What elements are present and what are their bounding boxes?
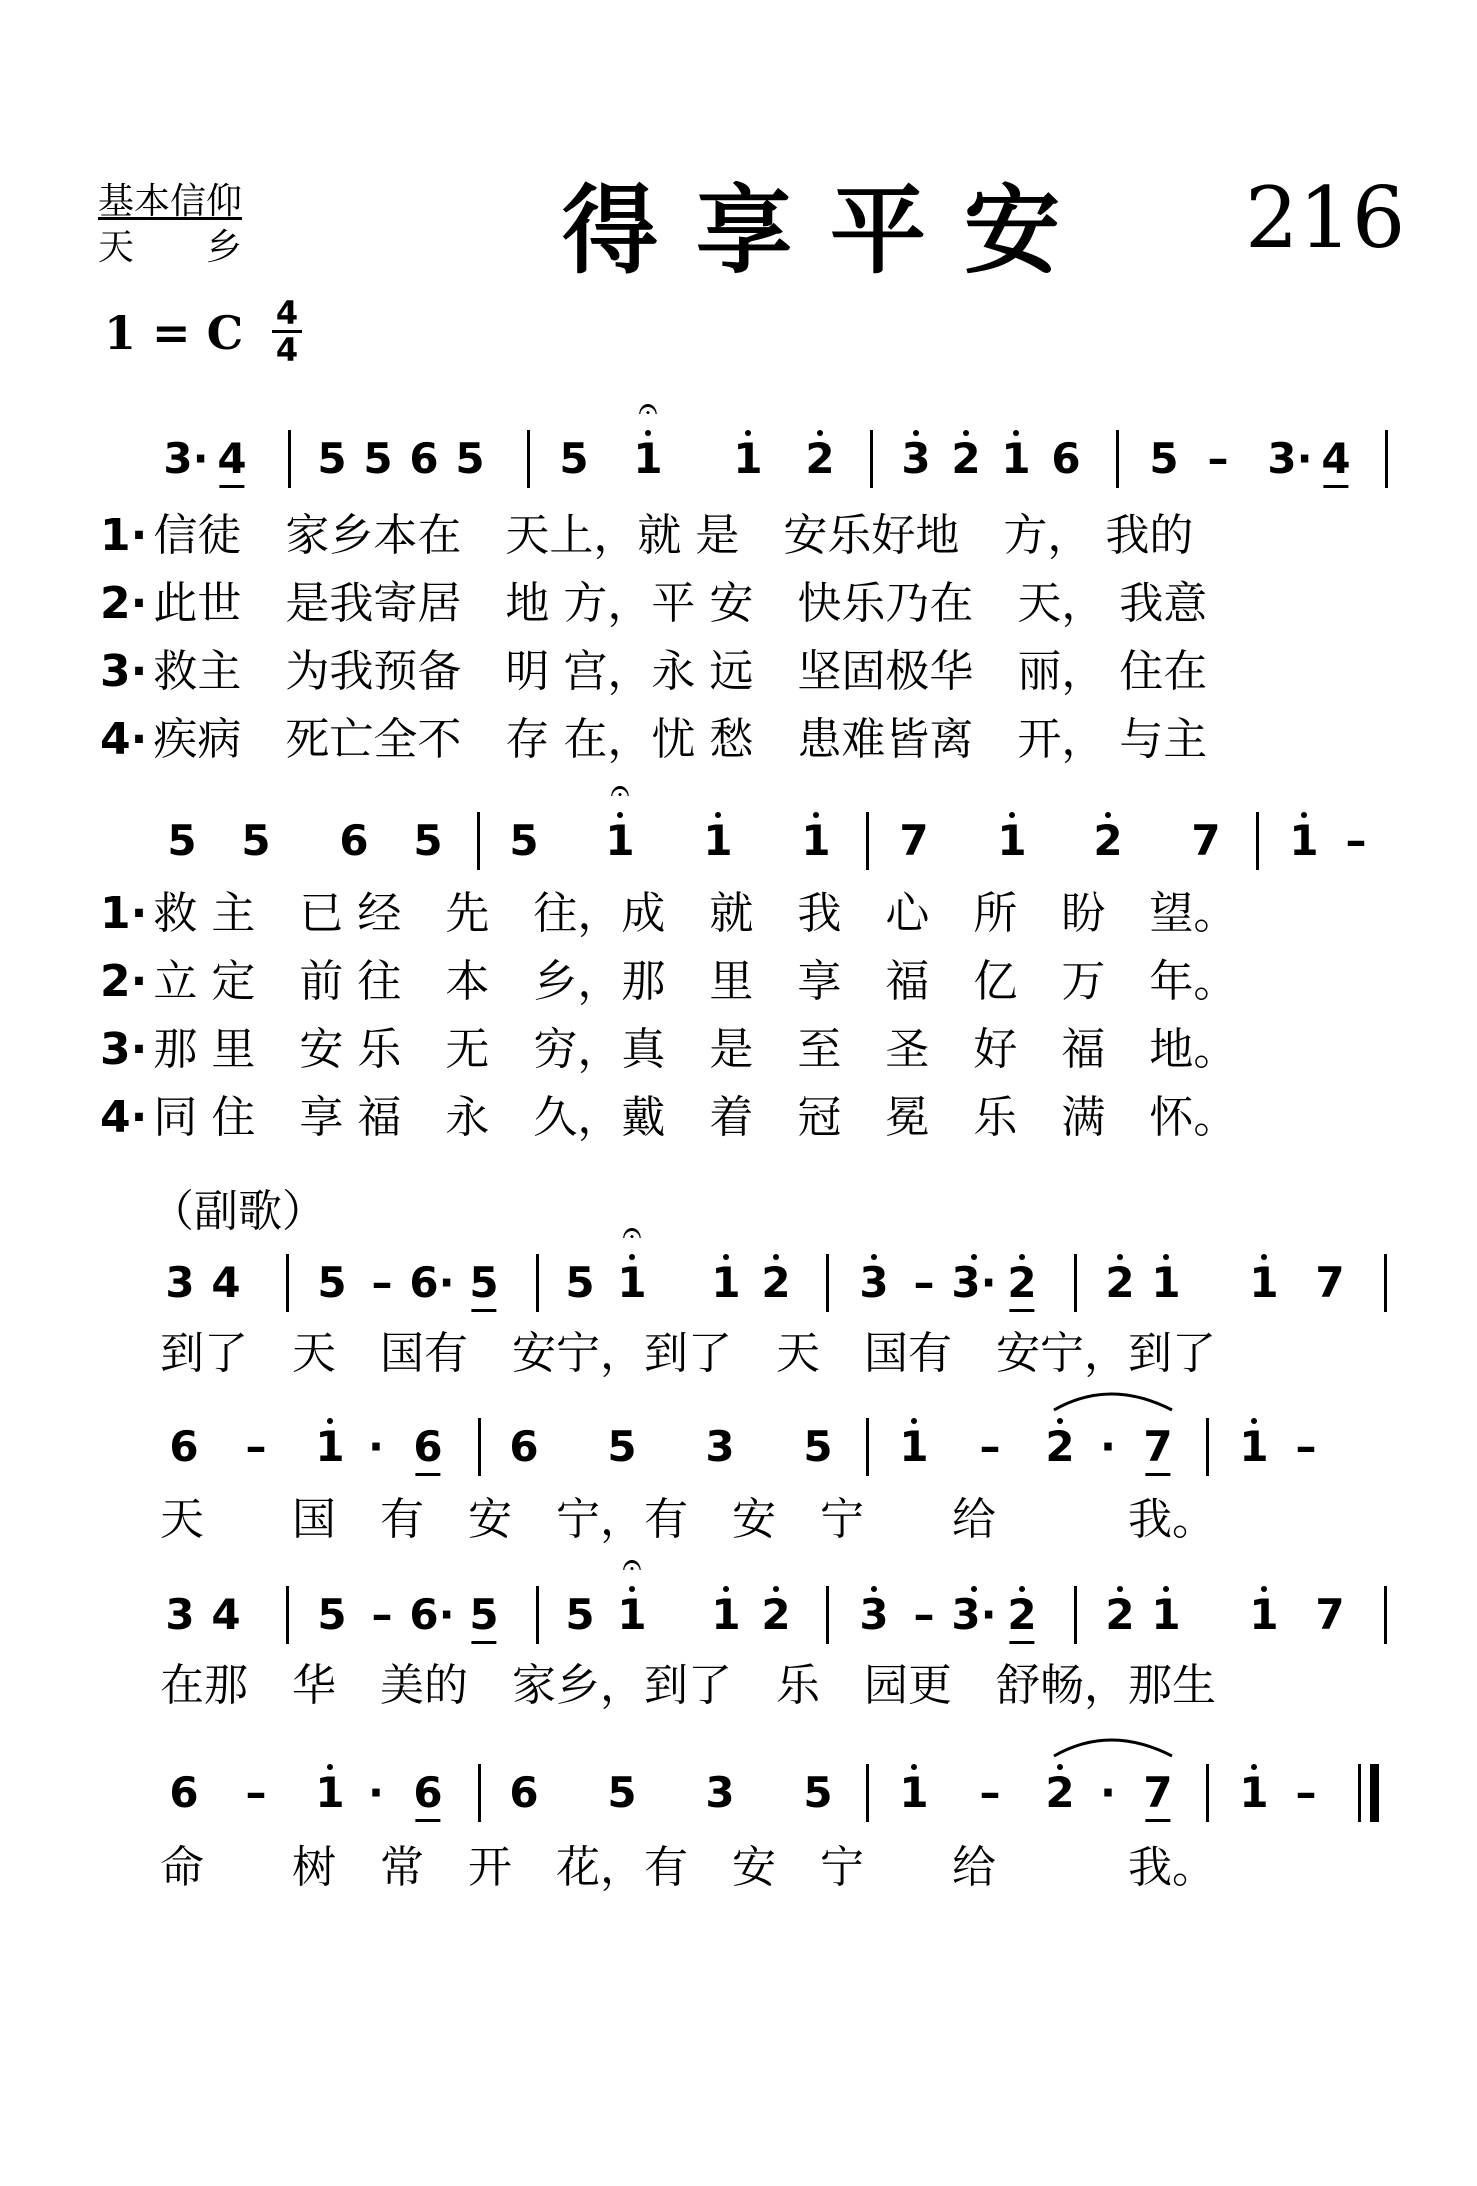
hymn-title: 得享平安 <box>562 174 1098 287</box>
verse-number: 3· <box>100 1024 148 1075</box>
note: 6 <box>413 1412 442 1482</box>
dash: – <box>371 1590 393 1639</box>
note: 3 <box>705 1768 735 1817</box>
verse-text: 立 定 前 往 本 乡，那 里 享 福 亿 万 年。 <box>153 956 1238 1007</box>
dot: · <box>1100 1422 1116 1471</box>
note: 6· <box>409 1258 455 1307</box>
note: 1 <box>315 1768 345 1817</box>
note: 2 <box>1045 1768 1075 1817</box>
dot: · <box>368 1768 384 1817</box>
note: 3 <box>901 434 931 483</box>
barline <box>866 812 869 870</box>
chorus-lyric-line <box>160 1324 1216 1384</box>
barline <box>866 1764 869 1822</box>
verse-line <box>100 574 1207 634</box>
chorus-notation-line-3 <box>0 1545 1477 1650</box>
dash: – <box>979 1768 1001 1817</box>
verse-number: 2· <box>100 956 148 1007</box>
verse-line <box>100 1088 1237 1148</box>
note: 6 <box>509 1768 539 1817</box>
note: 1 <box>1249 1258 1279 1307</box>
note: 2 <box>1007 1248 1036 1318</box>
note: 3· <box>1267 434 1313 483</box>
barline <box>286 1586 289 1644</box>
barline <box>1385 430 1388 488</box>
note: 3 <box>165 1258 195 1307</box>
note: 3· <box>951 1590 997 1639</box>
note: 6 <box>409 434 439 483</box>
note: 7 <box>1143 1758 1172 1828</box>
barline <box>536 1586 539 1644</box>
fermata-icon: 𝄐 <box>638 389 658 429</box>
dot: · <box>1100 1768 1116 1817</box>
barline <box>870 430 873 488</box>
barline <box>826 1254 829 1312</box>
verse-line <box>100 884 1237 944</box>
note: 1 <box>633 434 663 483</box>
note: 6 <box>169 1422 199 1471</box>
barline <box>478 1418 481 1476</box>
note: 1 <box>801 816 831 865</box>
note: 7 <box>1315 1590 1345 1639</box>
dash: – <box>1295 1422 1317 1471</box>
dash: – <box>245 1768 267 1817</box>
verse-text: 救主 为我预备 明 宫，永 远 坚固极华 丽， 住在 <box>153 646 1208 697</box>
note: 1 <box>1151 1590 1181 1639</box>
note: 1 <box>899 1768 929 1817</box>
note: 1 <box>1151 1258 1181 1307</box>
barline <box>478 1764 481 1822</box>
note: 2 <box>1105 1590 1135 1639</box>
note: 7 <box>1143 1412 1172 1482</box>
note: 1 <box>997 816 1027 865</box>
note: 6 <box>1051 434 1081 483</box>
chorus-lyric-line <box>160 1656 1216 1716</box>
fermata-icon: 𝄐 <box>622 1213 642 1253</box>
barline <box>1256 812 1259 870</box>
note: 5 <box>317 1258 347 1307</box>
note: 5 <box>167 816 197 865</box>
verse-line <box>100 1020 1237 1080</box>
note: 5 <box>455 434 485 483</box>
subcategory-label: 天 乡 <box>98 227 243 268</box>
note: 1 <box>733 434 763 483</box>
barline <box>288 430 291 488</box>
slur <box>1050 1730 1180 1760</box>
barline <box>1206 1764 1209 1822</box>
barline <box>1206 1418 1209 1476</box>
note: 2 <box>761 1590 791 1639</box>
final-barline-thin <box>1358 1764 1361 1822</box>
dot: · <box>368 1422 384 1471</box>
hymn-number: 216 <box>1245 169 1406 267</box>
note: 1 <box>315 1422 345 1471</box>
note: 5 <box>317 434 347 483</box>
note: 2 <box>761 1258 791 1307</box>
note: 1 <box>711 1590 741 1639</box>
time-signature <box>272 296 302 367</box>
dash: – <box>913 1258 935 1307</box>
note: 5 <box>803 1422 833 1471</box>
barline <box>477 812 480 870</box>
barline <box>536 1254 539 1312</box>
barline <box>1116 430 1119 488</box>
note: 2 <box>951 434 981 483</box>
chorus-lyric-line <box>160 1490 1216 1550</box>
chorus-lyric-line <box>160 1838 1216 1898</box>
note: 4 <box>1321 424 1350 494</box>
barline <box>866 1418 869 1476</box>
note: 3· <box>163 434 209 483</box>
note: 1 <box>1239 1422 1269 1471</box>
verse-text: 那 里 安 乐 无 穷，真 是 至 圣 好 福 地。 <box>153 1024 1238 1075</box>
time-signature-bottom: 4 <box>272 330 302 367</box>
verse-text: 信徒 家乡本在 天上，就 是 安乐好地 方， 我的 <box>153 510 1194 561</box>
chorus-notation-line-2 <box>0 1412 1477 1482</box>
dash: – <box>913 1590 935 1639</box>
note: 6 <box>509 1422 539 1471</box>
note: 1 <box>711 1258 741 1307</box>
note: 6 <box>169 1768 199 1817</box>
note: 3 <box>859 1590 889 1639</box>
note: 4 <box>211 1590 241 1639</box>
chorus-notation-line-1 <box>0 1213 1477 1318</box>
note: 3 <box>165 1590 195 1639</box>
barline <box>286 1254 289 1312</box>
note: 6 <box>339 816 369 865</box>
chorus-label: （副歌） <box>150 1186 326 1237</box>
note: 1 <box>1289 816 1319 865</box>
note: 1 <box>617 1258 647 1307</box>
note: 6 <box>413 1758 442 1828</box>
note: 5 <box>565 1258 595 1307</box>
note: 2 <box>805 434 835 483</box>
note: 5 <box>363 434 393 483</box>
note: 5 <box>317 1590 347 1639</box>
note: 1 <box>1239 1768 1269 1817</box>
note: 5 <box>469 1248 498 1318</box>
barline <box>826 1586 829 1644</box>
chorus-lyric-text: 天 国 有 安 宁，有 安 宁 给 我。 <box>160 1494 1216 1545</box>
dash: – <box>979 1422 1001 1471</box>
note: 2 <box>1045 1422 1075 1471</box>
verse-line <box>100 642 1207 702</box>
dash: – <box>1295 1768 1317 1817</box>
verse-number: 2· <box>100 578 148 629</box>
note: 6· <box>409 1590 455 1639</box>
verse-number: 4· <box>100 714 148 765</box>
verse-line <box>100 506 1193 566</box>
verse-line <box>100 710 1207 770</box>
note: 2 <box>1007 1580 1036 1650</box>
note: 7 <box>899 816 929 865</box>
dash: – <box>1345 816 1367 865</box>
dash: – <box>245 1422 267 1471</box>
slur <box>1050 1384 1180 1414</box>
note: 2 <box>1105 1258 1135 1307</box>
note: 5 <box>565 1590 595 1639</box>
note: 5 <box>607 1768 637 1817</box>
note: 5 <box>803 1768 833 1817</box>
note: 7 <box>1315 1258 1345 1307</box>
chorus-lyric-text: 到了 天 国有 安宁，到了 天 国有 安宁，到了 <box>160 1328 1216 1379</box>
dash: – <box>371 1258 393 1307</box>
verse-number: 1· <box>100 510 148 561</box>
verse-number: 1· <box>100 888 148 939</box>
note: 5 <box>607 1422 637 1471</box>
note: 5 <box>559 434 589 483</box>
note: 1 <box>617 1590 647 1639</box>
note: 1 <box>1001 434 1031 483</box>
note: 1 <box>899 1422 929 1471</box>
category-label: 基本信仰 <box>98 181 243 222</box>
note: 7 <box>1191 816 1221 865</box>
note: 1 <box>1249 1590 1279 1639</box>
verse-number: 3· <box>100 646 148 697</box>
note: 3· <box>951 1258 997 1307</box>
note: 1 <box>605 816 635 865</box>
notation-line-1 <box>0 389 1477 494</box>
verse-line <box>100 952 1237 1012</box>
time-signature-top: 4 <box>275 294 299 332</box>
note: 4 <box>217 424 246 494</box>
note: 4 <box>211 1258 241 1307</box>
fermata-icon: 𝄐 <box>622 1545 642 1585</box>
chorus-lyric-text: 命 树 常 开 花，有 安 宁 给 我。 <box>160 1842 1216 1893</box>
note: 2 <box>1093 816 1123 865</box>
key-signature: 1 = C <box>104 306 244 360</box>
barline <box>1384 1254 1387 1312</box>
note: 5 <box>241 816 271 865</box>
fermata-icon: 𝄐 <box>610 771 630 811</box>
barline <box>527 430 530 488</box>
note: 5 <box>469 1580 498 1650</box>
verse-text: 救 主 已 经 先 往，成 就 我 心 所 盼 望。 <box>153 888 1238 939</box>
notation-line-2 <box>0 771 1477 876</box>
final-barline-thick <box>1370 1764 1379 1822</box>
verse-number: 4· <box>100 1092 148 1143</box>
verse-text: 同 住 享 福 永 久，戴 着 冠 冕 乐 满 怀。 <box>153 1092 1238 1143</box>
barline <box>1074 1254 1077 1312</box>
dash: – <box>1207 434 1229 483</box>
verse-text: 疾病 死亡全不 存 在，忧 愁 患难皆离 开， 与主 <box>153 714 1208 765</box>
barline <box>1384 1586 1387 1644</box>
note: 1 <box>703 816 733 865</box>
chorus-lyric-text: 在那 华 美的 家乡，到了 乐 园更 舒畅，那生 <box>160 1660 1216 1711</box>
note: 3 <box>705 1422 735 1471</box>
note: 3 <box>859 1258 889 1307</box>
barline <box>1074 1586 1077 1644</box>
note: 5 <box>509 816 539 865</box>
chorus-notation-line-4 <box>0 1758 1477 1828</box>
note: 5 <box>1149 434 1179 483</box>
verse-text: 此世 是我寄居 地 方，平 安 快乐乃在 天， 我意 <box>153 578 1208 629</box>
note: 5 <box>413 816 443 865</box>
